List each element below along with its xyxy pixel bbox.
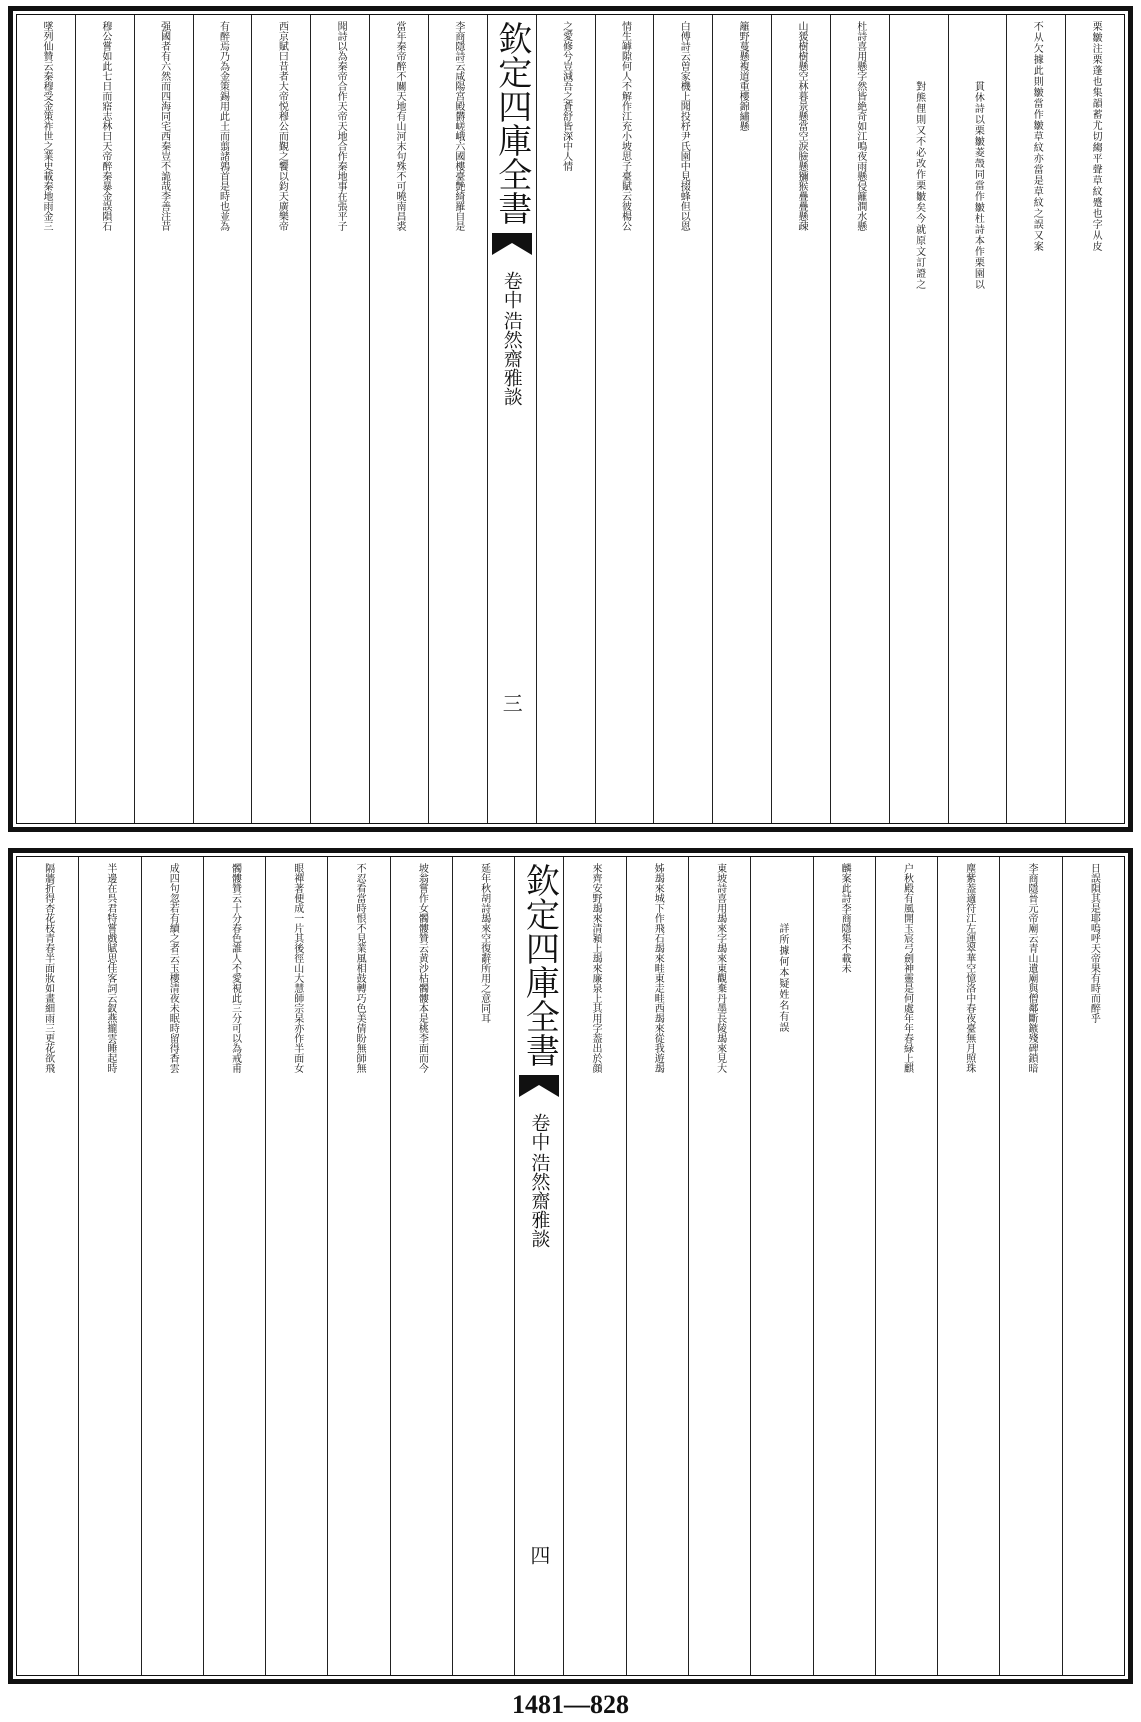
text-column [937,857,999,1675]
collection-title: 欽定四庫全書 [519,863,560,1067]
text-column [17,857,78,1675]
column-text: 來齊安野朅來清潁上朅來廉泉上其用字葢出於顔 [589,863,601,1073]
juan-label: 卷中 [528,1113,551,1151]
text-column [1065,15,1124,823]
text-column [830,15,889,823]
bottom-page [8,848,1133,1684]
column-text: 當年秦帝醉不關天地有山河末句殊不可曉南昌裘 [393,21,405,231]
column-text: 姊朅來城下作飛石朅來畦東走畦西朅來從我遊朅 [652,863,664,1073]
column-text: 强國者有六然而四海同宅西秦豈不詭哉李善注昔 [158,21,170,231]
top-page [8,6,1133,832]
text-column [193,15,252,823]
column-text: 麟案此詩李商隱集不載未 [839,863,851,973]
text-column [1062,857,1124,1675]
text-column [327,857,389,1675]
text-column [203,857,265,1675]
text-column [141,857,203,1675]
book-title [502,271,522,406]
column-text: 李商隱晉元帝廟云青山遺廟與僧鄰斷鏃殘碑鎖暗 [1026,863,1038,1073]
book-title [529,1113,549,1248]
text-column [712,15,771,823]
column-text: 白傅詩云曽家機上聞投杼尹氏園中見掇蜂但以恩 [678,21,690,231]
text-column [134,15,193,823]
column-text: 情生罅隙何人不解作江充小坡思子臺賦云彼楊公 [619,21,631,231]
text-column [369,15,428,823]
column-text: 坡翁嘗作女髑髏贊云黄沙枯髑髏本是桃李面而今 [416,863,428,1073]
text-column [875,857,937,1675]
column-text: 杜詩喜用懸字然皆絶奇如江鳴夜雨懸侵籬澗水懸 [854,21,866,231]
text-column [889,15,948,823]
text-column [75,15,134,823]
text-column [310,15,369,823]
fish-tail-icon [492,233,532,259]
book-name: 浩然齋雅談 [500,311,523,406]
text-column [536,15,595,823]
page-reference: 1481—828 [512,1690,629,1719]
annotation-text: 貫休詩以栗皺菱殼同當作皺杜詩本作栗園以 [972,81,984,290]
annotation-text: 栗皺注栗蓬也集韻蓄尤切縐平聲草紋蹙也字从皮 [1090,21,1102,252]
top-page-columns [16,14,1125,824]
column-text: 之愛修兮豈減吾之蒼舒皆深中人情 [560,21,572,171]
text-column [948,15,1007,823]
text-column [813,857,875,1675]
column-text: 塵紫葢適符江左運翠華空憶洛中春夜臺無月照珠 [963,863,975,1073]
text-column [626,857,688,1675]
page-number: 四 [526,1545,551,1565]
collection-title: 欽定四庫全書 [491,21,532,225]
column-text: 户秋殿有風開玉宸弓劍神靈是何處年年春緑上麒 [901,863,913,1073]
column-text: 有醉焉乃為金策錫用此土而翦諸鶉首是時也並為 [217,21,229,231]
column-text: 不忍看當時恨不見業風相鼓轉巧色美倩盼無師無 [354,863,366,1073]
column-text: 髑髏贊云十分春色誰人不愛視此三分可以為戒甫 [229,863,241,1073]
column-text: 東坡詩喜用朅來字朅來東觀棄丹墨長陵朅來見大 [714,863,726,1073]
column-text: 日誤隕其是耶嗚呼天帝果有時而醉乎 [1088,863,1100,1023]
text-column [1006,15,1065,823]
annotation-text: 不从欠據此則皺當作皺草紋亦當是草紋之誤又案 [1031,21,1043,252]
text-column [17,15,75,823]
column-text: 半邊在呉君特嘗戲賦思佳客詞云釵燕攏雲睡起時 [104,863,116,1073]
column-text: 成四句忽若有續之者云玉樓清夜未眠時留得香雲 [167,863,179,1073]
fish-tail-icon [519,1075,559,1101]
text-column [750,857,812,1675]
text-column [390,857,452,1675]
text-column [771,15,830,823]
annotation-text: 對熊俚則又不必改作栗皺矣今就原文訂證之 [913,81,925,290]
text-column [563,857,625,1675]
column-text: 隔牆折得杏花枝青春半面妝如畫細雨三更花欲飛 [42,863,54,1073]
column-text: 山猨樹樹懸空林暮景懸當空淚臉懸獼猴疊疊懸疎 [795,21,807,231]
column-text: 李商隱詩云咸陽宮殿欝嵯峨六國樓臺艶綺羅自是 [452,21,464,231]
page-number: 三 [499,693,524,713]
text-column [265,857,327,1675]
text-column [595,15,654,823]
column-text: 延年秋胡詩朅來空復辭所用之意同耳 [478,863,490,1023]
center-fold [487,15,536,823]
column-text: 聞詩以為秦帝合作天帝天地合作秦地事在張平子 [335,21,347,231]
bottom-page-columns [16,856,1125,1676]
column-text: 眼禪著便成一片其後徑山大慧師宗杲亦作半面女 [291,863,303,1073]
column-text: 西京賦曰昔者大帝悦穆公而覲之饗以鈞天廣樂帝 [276,21,288,231]
column-text: 籬野蔓懸複道重樓錦繡懸 [737,21,749,131]
book-name: 浩然齋雅談 [528,1153,551,1248]
center-fold [514,857,563,1675]
text-column [688,857,750,1675]
column-text: 墜列仙贊云秦穆受金策祚世之業史載秦地雨金三 [41,21,53,231]
text-column [428,15,487,823]
column-text: 穆公嘗如此七日而寤志林曰天帝醉秦暴金誤隕石 [99,21,111,231]
text-column [452,857,514,1675]
text-column [78,857,140,1675]
annotation-text: 詳所據何本疑姓名有誤 [776,923,788,1033]
juan-label: 卷中 [500,271,523,309]
text-column [653,15,712,823]
text-column [251,15,310,823]
text-column [999,857,1061,1675]
